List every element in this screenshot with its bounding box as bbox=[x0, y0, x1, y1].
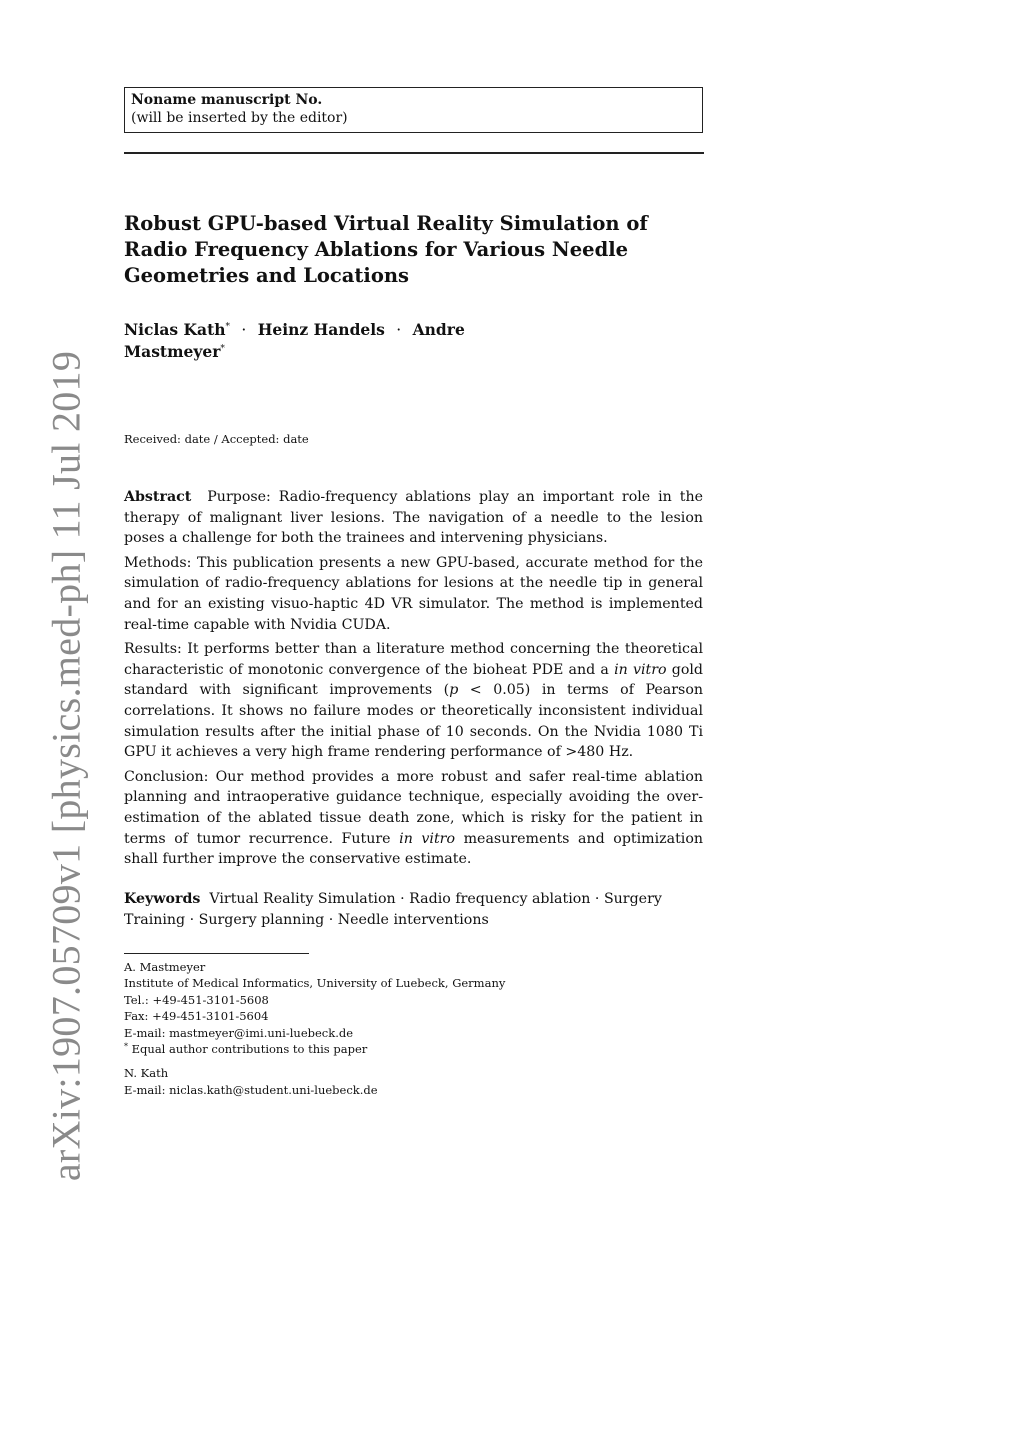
abstract-purpose bbox=[124, 487, 703, 549]
methods-text: Methods: This publication presents a new GPU-based, accurate method for the simulation of radio-frequency ablations for lesions at the needle tip in general and for an existing visuo-haptic 4D VR simulator. The method is implemented real-time capable with Nvidia CUDA. bbox=[124, 554, 703, 633]
footnote-line: N. Kath bbox=[124, 1066, 169, 1081]
paper-title: Robust GPU-based Virtual Reality Simulation of Radio Frequency Ablations for Various Needle Geometries and Locations bbox=[124, 212, 648, 287]
keywords bbox=[124, 889, 703, 930]
manuscript-label: Noname manuscript No. bbox=[131, 92, 323, 108]
footnote-line: Fax: +49-451-3101-5604 bbox=[124, 1009, 269, 1024]
results-text: < 0.05) in terms of Pearson correlations. It shows no failure modes or theoretically inconsistent individual simulation results after the initial phase of 10 seconds. On the Nvidia 1080 Ti GPU it achieves a very high frame rendering performance of >480 Hz. bbox=[124, 682, 704, 761]
p-value-symbol: p bbox=[449, 682, 459, 699]
equal-contribution-marker: * bbox=[225, 322, 230, 332]
abstract bbox=[124, 487, 703, 874]
footnote-line: A. Mastmeyer bbox=[124, 960, 206, 974]
footnote-email: E-mail: niclas.kath@student.uni-luebeck.de bbox=[124, 1082, 378, 1097]
abstract-label: Abstract bbox=[124, 489, 192, 505]
footnote-email: E-mail: mastmeyer@imi.uni-luebeck.de bbox=[124, 1025, 354, 1040]
author-footnotes bbox=[124, 959, 505, 1098]
header-rule bbox=[124, 152, 704, 154]
footnote-rule bbox=[124, 953, 309, 954]
results-italic-term: in vitro bbox=[614, 661, 667, 678]
equal-contribution-note: Equal author contributions to this paper bbox=[131, 1042, 368, 1057]
abstract-results bbox=[124, 639, 703, 763]
manuscript-number-box bbox=[124, 87, 703, 133]
editor-note: (will be inserted by the editor) bbox=[131, 110, 348, 126]
arxiv-identifier-stamp: arXiv:1907.05709v1 [physics.med-ph] 11 Jul 2019 bbox=[43, 350, 89, 1182]
author-list bbox=[124, 319, 504, 363]
footnote-line bbox=[124, 1041, 505, 1057]
author-name: Andre bbox=[412, 320, 465, 339]
keywords-text: Virtual Reality Simulation · Radio frequency ablation · Surgery Training · Surgery planning · Needle interventions bbox=[124, 891, 662, 928]
author-name: Niclas Kath bbox=[124, 320, 226, 339]
author-name: Heinz Handels bbox=[257, 320, 385, 339]
author-name: Mastmeyer bbox=[124, 342, 221, 361]
results-text: gold standard with significant improvements ( bbox=[124, 661, 704, 699]
purpose-text: Purpose: Radio-frequency ablations play an important role in the therapy of malignant liver lesions. The navigation of a needle to the lesion poses a challenge for both the trainees and intervening physicians. bbox=[124, 489, 703, 547]
equal-contribution-marker: * bbox=[124, 1042, 128, 1052]
received-accepted-dates: Received: date / Accepted: date bbox=[124, 432, 309, 446]
results-text: Results: It performs better than a literature method concerning the theoretical characteristic of monotonic convergence of the bioheat PDE and a bbox=[124, 641, 703, 678]
footnote-line: Tel.: +49-451-3101-5608 bbox=[124, 992, 269, 1007]
conclusion-text: measurements and optimization shall further improve the conservative estimate. bbox=[124, 830, 704, 868]
abstract-methods bbox=[124, 553, 703, 635]
abstract-conclusion bbox=[124, 767, 703, 870]
keywords-label: Keywords bbox=[124, 891, 201, 907]
author-separator: · bbox=[241, 321, 247, 339]
conclusion-text: Conclusion: Our method provides a more robust and safer real-time ablation planning and intraoperative guidance technique, especially avoiding the over-estimation of the ablated tissue death zone, which is risky for the patient in terms of tumor recurrence. Future bbox=[124, 768, 703, 847]
author-separator: · bbox=[396, 321, 402, 339]
equal-contribution-marker: * bbox=[220, 344, 225, 354]
conclusion-italic-term: in vitro bbox=[399, 830, 455, 847]
footnote-line: Institute of Medical Informatics, University of Luebeck, Germany bbox=[124, 976, 506, 991]
